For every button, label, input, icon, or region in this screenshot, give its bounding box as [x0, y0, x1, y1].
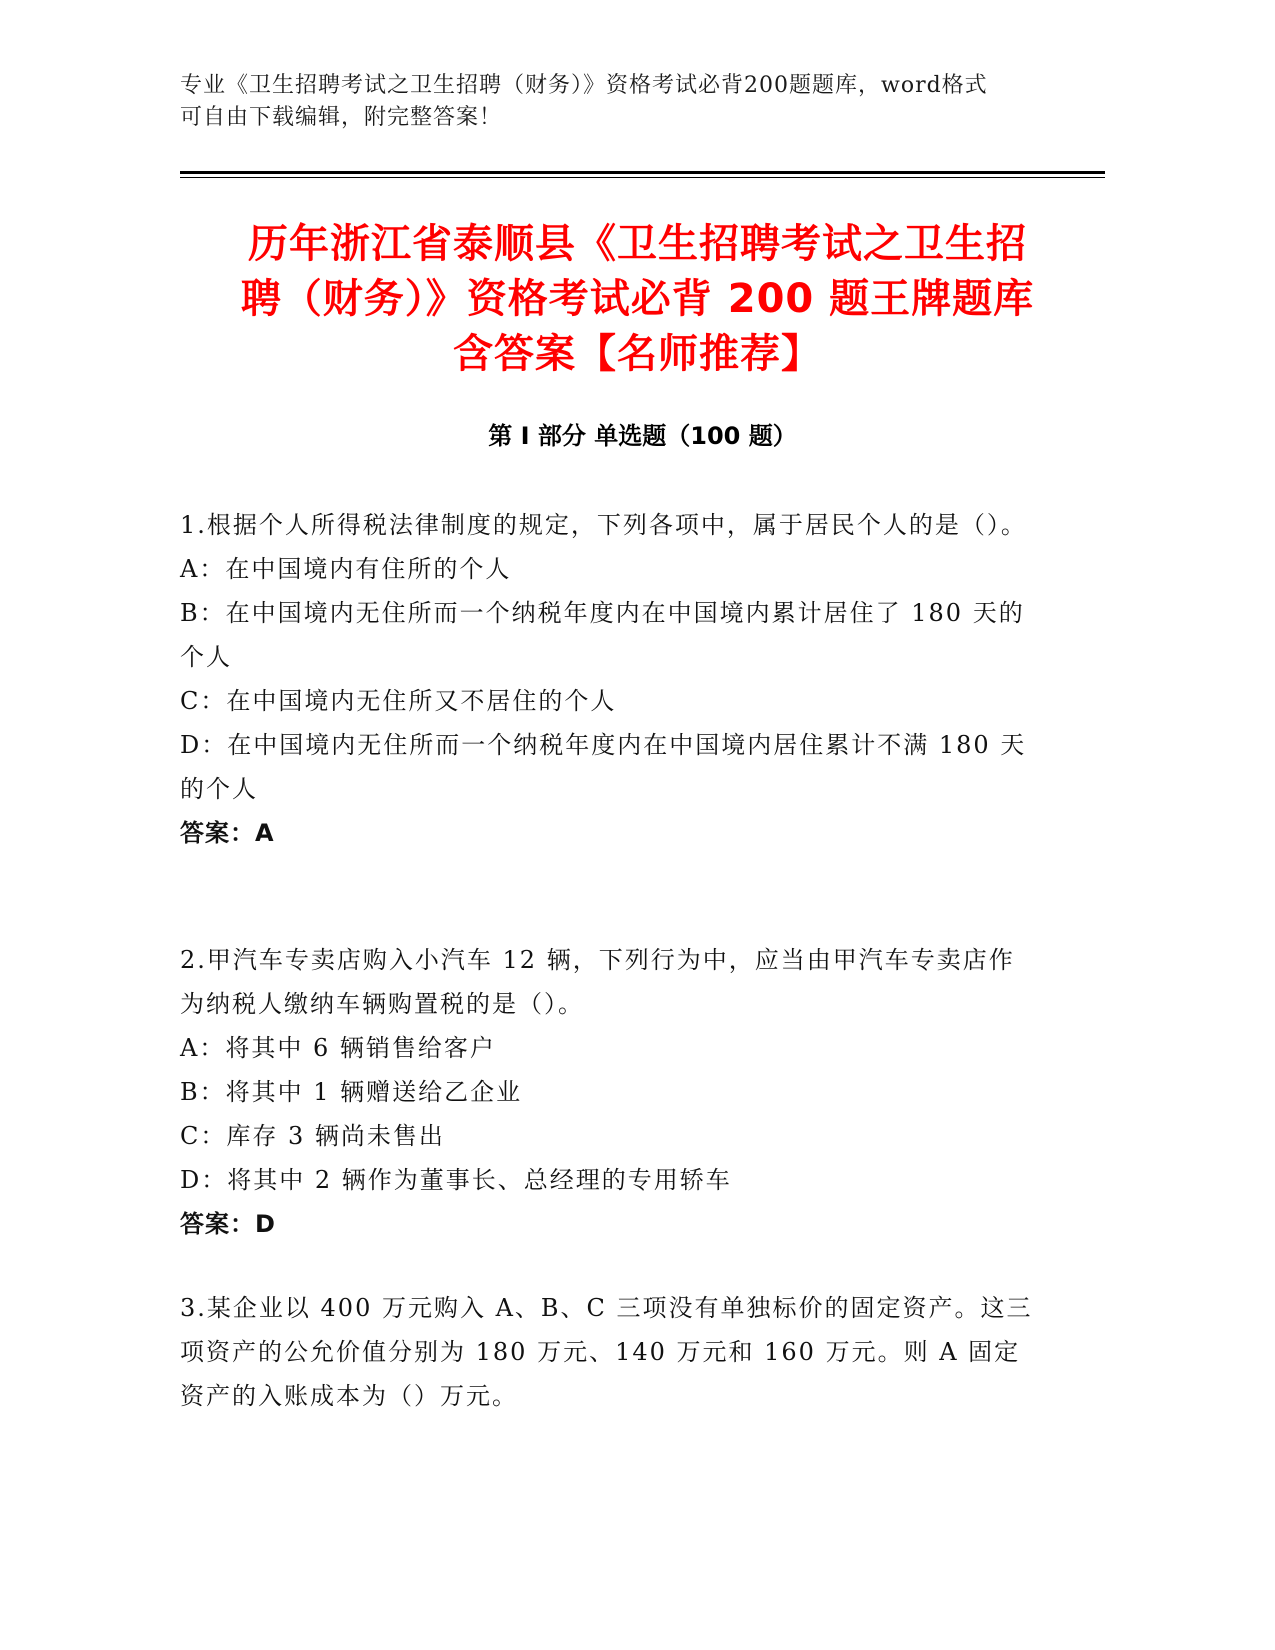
header-divider-thick: [180, 171, 1105, 174]
header-line-2: 可自由下载编辑，附完整答案！: [180, 105, 503, 130]
option-d: D：将其中 2 辆作为董事长、总经理的专用轿车: [180, 1166, 732, 1194]
answer: 答案：A: [180, 819, 275, 847]
section-heading: 第 I 部分 单选题（100 题）: [488, 422, 797, 450]
option-b: B：在中国境内无住所而一个纳税年度内在中国境内累计居住了 180 天的个人: [180, 599, 1025, 671]
title-line-3: 含答案【名师推荐】: [453, 331, 822, 377]
option-c: C：库存 3 辆尚未售出: [180, 1122, 445, 1150]
option-c: C：在中国境内无住所又不居住的个人: [180, 687, 617, 715]
question-1: [180, 503, 1040, 855]
option-a: A：将其中 6 辆销售给客户: [180, 1034, 496, 1062]
header-line-1: 专业《卫生招聘考试之卫生招聘（财务）》资格考试必背200题题库，word格式: [180, 73, 988, 98]
answer: 答案：D: [180, 1210, 276, 1238]
question-3: [180, 1286, 1040, 1418]
question-stem: 2.甲汽车专卖店购入小汽车 12 辆，下列行为中，应当由甲汽车专卖店作为纳税人缴纳车辆购置税的是（）。: [180, 946, 1015, 1018]
option-b: B：将其中 1 辆赠送给乙企业: [180, 1078, 523, 1106]
question-stem: 1.根据个人所得税法律制度的规定，下列各项中，属于居民个人的是（）。: [180, 511, 1027, 539]
page-header: [180, 70, 1100, 134]
question-stem: 3.某企业以 400 万元购入 A、B、C 三项没有单独标价的固定资产。这三项资产的公允价值分别为 180 万元、140 万元和 160 万元。则 A 固定资产的入账成本为（）万元。: [180, 1294, 1033, 1410]
option-a: A：在中国境内有住所的个人: [180, 555, 512, 583]
option-d: D：在中国境内无住所而一个纳税年度内在中国境内居住累计不满 180 天的个人: [180, 731, 1027, 803]
header-divider-thin: [180, 177, 1105, 178]
document-title: [170, 217, 1105, 382]
title-line-2: 聘（财务）》资格考试必背 200 题王牌题库: [240, 276, 1035, 322]
question-2: [180, 938, 1040, 1246]
title-line-1: 历年浙江省泰顺县《卫生招聘考试之卫生招: [248, 221, 1027, 267]
